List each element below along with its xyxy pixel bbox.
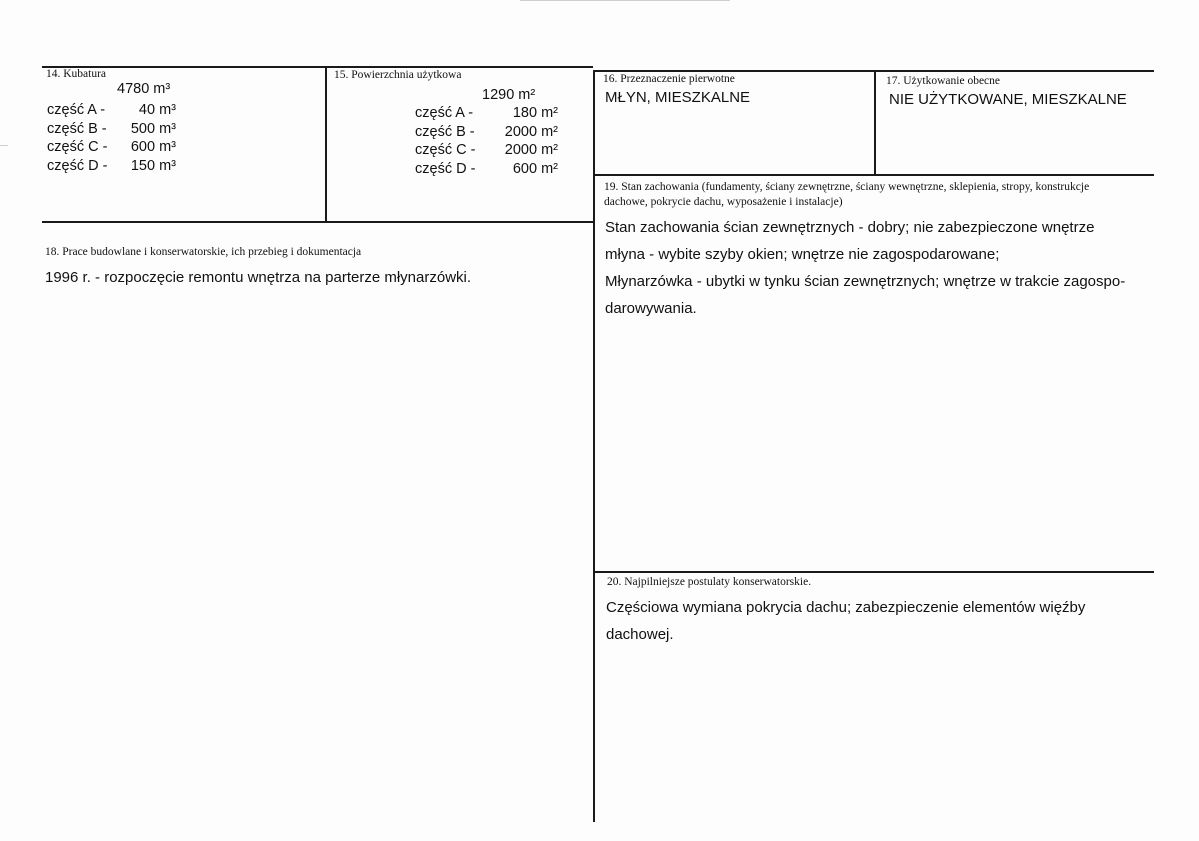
table-row (47, 157, 176, 176)
text-line: darowywania. (605, 300, 697, 317)
field-19-label: 19. Stan zachowania (fundamenty, ściany zewnętrzne, ściany wewnętrzne, sklepienia, stropy, konstrukcje dachowe, pokrycie dachu, wyposażenie i instalacje) (604, 181, 1090, 208)
part-label: część C - (47, 139, 108, 155)
text-line: Młynarzówka - ubytki w tynku ścian zewnętrznych; wnętrze w trakcie zagospo- (605, 273, 1126, 290)
scan-edge-mark (520, 0, 730, 1)
field-14-total: 4780 m³ (117, 81, 171, 97)
field-14-label: 14. Kubatura (46, 68, 107, 80)
text-line: dachowej. (606, 626, 674, 643)
field-15-label: 15. Powierzchnia użytkowa (334, 69, 462, 81)
text-line: młyna - wybite szyby okien; wnętrze nie zagospodarowane; (605, 246, 1000, 263)
part-value: 2000 m² (504, 123, 558, 140)
field-20-text (606, 594, 1146, 648)
field-15-total: 1290 m² (482, 87, 536, 103)
field-18-value: 1996 r. - rozpoczęcie remontu wnętrza na parterze młynarzówki. (45, 269, 472, 286)
part-label: część C - (415, 142, 476, 158)
divider-14-15 (325, 66, 327, 223)
field-17-value: NIE UŻYTKOWANE, MIESZKALNE (889, 91, 1127, 108)
text-line: Stan zachowania ścian zewnętrznych - dobry; nie zabezpieczone wnętrze (605, 219, 1095, 236)
top-border-left (42, 66, 593, 68)
field-14-parts (47, 101, 176, 175)
table-row (415, 104, 558, 123)
part-value: 180 m² (512, 105, 558, 121)
part-value: 2000 m² (504, 142, 558, 158)
part-value: 600 m² (512, 160, 558, 177)
table-row (47, 120, 176, 139)
border-below-14-15 (42, 221, 593, 223)
field-16-label: 16. Przeznaczenie pierwotne (603, 73, 735, 85)
table-row (47, 138, 176, 157)
field-15-parts (415, 104, 558, 178)
field-16-value: MŁYN, MIESZKALNE (605, 89, 751, 106)
part-label: część D - (415, 160, 476, 177)
table-row (415, 160, 558, 179)
field-18-label: 18. Prace budowlane i konserwatorskie, ich przebieg i dokumentacja (45, 246, 362, 258)
part-label: część A - (47, 102, 106, 118)
part-label: część B - (415, 123, 475, 140)
part-value: 150 m³ (130, 157, 176, 174)
border-below-16-17 (593, 174, 1154, 176)
part-value: 500 m³ (130, 120, 176, 137)
part-value: 40 m³ (138, 102, 176, 118)
scan-edge-mark (0, 145, 8, 146)
field-20-label: 20. Najpilniejsze postulaty konserwatorskie. (607, 576, 812, 588)
border-above-20 (593, 571, 1154, 573)
field-17-label: 17. Użytkowanie obecne (886, 75, 1001, 87)
text-line: Częściowa wymiana pokrycia dachu; zabezpieczenie elementów więźby (606, 599, 1086, 616)
table-row (47, 101, 176, 120)
part-label: część B - (47, 120, 107, 137)
field-19-text (605, 214, 1150, 322)
divider-main (593, 70, 595, 822)
part-value: 600 m³ (130, 139, 176, 155)
table-row (415, 123, 558, 142)
part-label: część D - (47, 157, 108, 174)
table-row (415, 141, 558, 160)
divider-16-17 (874, 70, 876, 174)
part-label: część A - (415, 105, 474, 121)
